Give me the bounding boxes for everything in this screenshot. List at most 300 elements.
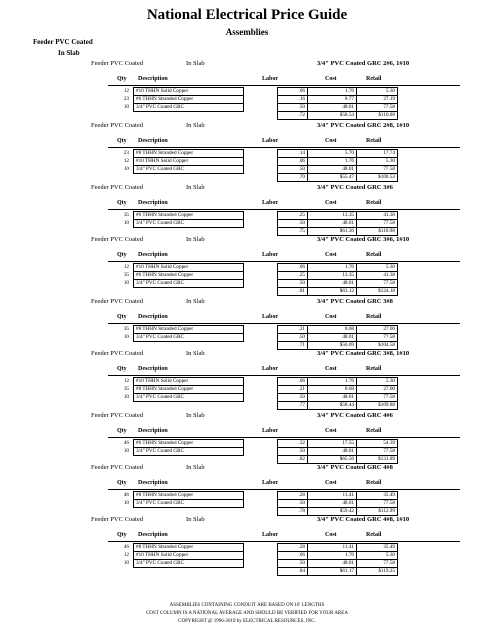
total-spacer bbox=[244, 342, 278, 350]
table-row bbox=[108, 560, 398, 568]
row-cost: 13.35 bbox=[308, 272, 357, 280]
row-cost: 8.77 bbox=[308, 96, 357, 104]
row-qty: 23 bbox=[123, 150, 129, 156]
col-qty: Qty bbox=[117, 366, 127, 372]
total-spacer bbox=[244, 288, 278, 296]
row-qty: 10 bbox=[123, 448, 129, 454]
row-retail: 5.30 bbox=[357, 88, 398, 96]
assembly-header bbox=[0, 122, 494, 132]
total-retail: $119.25 bbox=[357, 568, 398, 576]
row-qty: 10 bbox=[123, 394, 129, 400]
row-labor: .25 bbox=[278, 212, 308, 220]
row-qty: 35 bbox=[123, 326, 129, 332]
assembly-table bbox=[108, 325, 398, 350]
col-labor: Labor bbox=[262, 200, 279, 206]
col-retail: Retail bbox=[366, 76, 382, 82]
total-spacer bbox=[108, 288, 134, 296]
total-labor: .77 bbox=[278, 402, 308, 410]
total-retail: $124.18 bbox=[357, 288, 398, 296]
table-row bbox=[108, 264, 398, 272]
column-headers bbox=[0, 480, 494, 489]
row-labor: .06 bbox=[278, 264, 308, 272]
col-labor: Labor bbox=[262, 314, 279, 320]
row-description: 3/4" PVC Coated GRC bbox=[134, 220, 244, 228]
col-qty: Qty bbox=[117, 428, 127, 434]
assembly-table bbox=[108, 211, 398, 236]
table-row bbox=[108, 448, 398, 456]
total-row bbox=[108, 342, 398, 350]
row-labor: .50 bbox=[278, 448, 308, 456]
total-spacer bbox=[108, 508, 134, 516]
total-spacer bbox=[244, 568, 278, 576]
col-cost: Cost bbox=[325, 366, 337, 372]
col-cost: Cost bbox=[325, 252, 337, 258]
row-spacer bbox=[244, 394, 278, 402]
row-qty: 35 bbox=[123, 212, 129, 218]
row-labor: .50 bbox=[278, 104, 308, 112]
row-labor: .06 bbox=[278, 552, 308, 560]
assembly-category: Feeder PVC Coated bbox=[91, 412, 143, 419]
assembly-table bbox=[108, 87, 398, 120]
table-row bbox=[108, 500, 398, 508]
row-retail: 35.49 bbox=[357, 544, 398, 552]
row-qty: 35 bbox=[123, 386, 129, 392]
col-qty: Qty bbox=[117, 314, 127, 320]
assembly-name: 3/4" PVC Coated GRC 2#8, 1#10 bbox=[317, 122, 410, 129]
row-retail: 77.58 bbox=[357, 104, 398, 112]
assembly-table bbox=[108, 149, 398, 182]
total-spacer bbox=[108, 342, 134, 350]
row-labor: .50 bbox=[278, 500, 308, 508]
row-labor: .21 bbox=[278, 386, 308, 394]
row-description: #10 THHN Solid Copper bbox=[134, 158, 244, 166]
total-row bbox=[108, 112, 398, 120]
row-cost: 48.01 bbox=[308, 394, 357, 402]
total-spacer bbox=[134, 456, 244, 464]
row-retail: 27.00 bbox=[357, 386, 398, 394]
row-qty: 46 bbox=[123, 492, 129, 498]
assembly-name: 3/4" PVC Coated GRC 4#8, 1#10 bbox=[317, 516, 410, 523]
row-qty: 10 bbox=[123, 334, 129, 340]
col-retail: Retail bbox=[366, 252, 382, 258]
header-rule bbox=[108, 541, 460, 542]
row-cost: 48.01 bbox=[308, 500, 357, 508]
col-labor: Labor bbox=[262, 76, 279, 82]
row-spacer bbox=[244, 552, 278, 560]
row-qty: 12 bbox=[123, 552, 129, 558]
assembly-header bbox=[0, 412, 494, 422]
assembly-location: In Slab bbox=[186, 236, 205, 243]
row-labor: .06 bbox=[278, 378, 308, 386]
table-row bbox=[108, 326, 398, 334]
row-description: #8 THHN Stranded Copper bbox=[134, 544, 244, 552]
table-row bbox=[108, 334, 398, 342]
row-retail: 17.74 bbox=[357, 150, 398, 158]
assembly-header bbox=[0, 236, 494, 246]
row-retail: 54.39 bbox=[357, 440, 398, 448]
total-cost: $61.36 bbox=[308, 228, 357, 236]
assembly-table bbox=[108, 377, 398, 410]
table-row bbox=[108, 440, 398, 448]
row-spacer bbox=[244, 448, 278, 456]
assembly-name: 3/4" PVC Coated GRC 3#8 bbox=[317, 298, 393, 305]
row-cost: 48.01 bbox=[308, 334, 357, 342]
row-retail: 27.19 bbox=[357, 96, 398, 104]
total-retail: $109.88 bbox=[357, 402, 398, 410]
total-cost: $65.56 bbox=[308, 456, 357, 464]
row-description: #8 THHN Stranded Copper bbox=[134, 150, 244, 158]
total-spacer bbox=[108, 402, 134, 410]
row-description: 3/4" PVC Coated GRC bbox=[134, 334, 244, 342]
row-spacer bbox=[244, 544, 278, 552]
row-retail: 5.30 bbox=[357, 378, 398, 386]
table-row bbox=[108, 166, 398, 174]
total-labor: .81 bbox=[278, 288, 308, 296]
table-row bbox=[108, 544, 398, 552]
assembly-category: Feeder PVC Coated bbox=[91, 516, 143, 523]
assembly-location: In Slab bbox=[186, 184, 205, 191]
row-retail: 5.30 bbox=[357, 552, 398, 560]
table-row bbox=[108, 280, 398, 288]
row-cost: 8.68 bbox=[308, 386, 357, 394]
table-row bbox=[108, 552, 398, 560]
row-description: #10 THHN Solid Copper bbox=[134, 264, 244, 272]
row-cost: 1.76 bbox=[308, 158, 357, 166]
assembly-location: In Slab bbox=[186, 516, 205, 523]
col-labor: Labor bbox=[262, 252, 279, 258]
row-qty: 10 bbox=[123, 104, 129, 110]
assembly-category: Feeder PVC Coated bbox=[91, 122, 143, 129]
header-rule bbox=[108, 323, 460, 324]
total-spacer bbox=[108, 112, 134, 120]
total-spacer bbox=[244, 174, 278, 182]
row-cost: 13.35 bbox=[308, 212, 357, 220]
total-spacer bbox=[108, 456, 134, 464]
total-spacer bbox=[244, 508, 278, 516]
row-spacer bbox=[244, 166, 278, 174]
row-cost: 11.41 bbox=[308, 492, 357, 500]
row-labor: .50 bbox=[278, 394, 308, 402]
row-cost: 1.76 bbox=[308, 552, 357, 560]
col-qty: Qty bbox=[117, 480, 127, 486]
col-labor: Labor bbox=[262, 138, 279, 144]
col-retail: Retail bbox=[366, 532, 382, 538]
row-labor: .50 bbox=[278, 334, 308, 342]
total-row bbox=[108, 568, 398, 576]
column-headers bbox=[0, 200, 494, 209]
column-headers bbox=[0, 428, 494, 437]
row-labor: .50 bbox=[278, 166, 308, 174]
col-labor: Labor bbox=[262, 480, 279, 486]
row-qty: 46 bbox=[123, 544, 129, 550]
table-row bbox=[108, 104, 398, 112]
row-description: 3/4" PVC Coated GRC bbox=[134, 448, 244, 456]
assembly-location: In Slab bbox=[186, 122, 205, 129]
row-description: 3/4" PVC Coated GRC bbox=[134, 500, 244, 508]
row-description: #10 THHN Solid Copper bbox=[134, 88, 244, 96]
assembly-header bbox=[0, 350, 494, 360]
assembly-header bbox=[0, 60, 494, 70]
total-labor: .78 bbox=[278, 508, 308, 516]
assembly-header bbox=[0, 464, 494, 474]
assembly-name: 3/4" PVC Coated GRC 2#6, 1#10 bbox=[317, 60, 410, 67]
header-rule bbox=[108, 147, 460, 148]
row-spacer bbox=[244, 220, 278, 228]
assembly-header bbox=[0, 298, 494, 308]
row-description: #6 THHN Stranded Copper bbox=[134, 440, 244, 448]
row-description: #6 THHN Stranded Copper bbox=[134, 212, 244, 220]
row-labor: .50 bbox=[278, 280, 308, 288]
total-spacer bbox=[134, 174, 244, 182]
row-qty: 10 bbox=[123, 220, 129, 226]
column-headers bbox=[0, 252, 494, 261]
total-retail: $131.89 bbox=[357, 456, 398, 464]
table-row bbox=[108, 492, 398, 500]
assembly-name: 3/4" PVC Coated GRC 3#8, 1#10 bbox=[317, 350, 410, 357]
header-rule bbox=[108, 85, 460, 86]
row-cost: 48.01 bbox=[308, 220, 357, 228]
table-row bbox=[108, 96, 398, 104]
row-retail: 77.58 bbox=[357, 560, 398, 568]
col-labor: Labor bbox=[262, 532, 279, 538]
row-retail: 27.00 bbox=[357, 326, 398, 334]
row-spacer bbox=[244, 212, 278, 220]
row-labor: .14 bbox=[278, 150, 308, 158]
assembly-location: In Slab bbox=[186, 412, 205, 419]
row-description: #10 THHN Solid Copper bbox=[134, 552, 244, 560]
total-cost: $58.54 bbox=[308, 112, 357, 120]
col-description: Description bbox=[138, 480, 168, 486]
total-spacer bbox=[244, 402, 278, 410]
row-spacer bbox=[244, 440, 278, 448]
table-row bbox=[108, 88, 398, 96]
page-title: National Electrical Price Guide bbox=[146, 7, 348, 23]
row-description: #8 THHN Stranded Copper bbox=[134, 386, 244, 394]
row-description: #6 THHN Stranded Copper bbox=[134, 272, 244, 280]
total-labor: .75 bbox=[278, 228, 308, 236]
col-retail: Retail bbox=[366, 138, 382, 144]
row-qty: 12 bbox=[123, 158, 129, 164]
total-spacer bbox=[134, 568, 244, 576]
col-description: Description bbox=[138, 428, 168, 434]
column-headers bbox=[0, 532, 494, 541]
row-cost: 5.70 bbox=[308, 150, 357, 158]
assembly-location: In Slab bbox=[186, 464, 205, 471]
footer-copyright: COPYRIGHT @ 1996-2019 by ELECTRICAL RESOURCES, INC. bbox=[178, 619, 316, 624]
col-retail: Retail bbox=[366, 200, 382, 206]
subsection-heading: In Slab bbox=[58, 49, 80, 57]
row-spacer bbox=[244, 96, 278, 104]
assembly-location: In Slab bbox=[186, 60, 205, 67]
footer-note-cost: COST COLUMN IS A NATIONAL AVERAGE AND SHOULD BE VERIFIED FOR YOUR AREA bbox=[146, 611, 348, 616]
row-cost: 11.41 bbox=[308, 544, 357, 552]
total-labor: .71 bbox=[278, 342, 308, 350]
table-row bbox=[108, 220, 398, 228]
row-cost: 17.55 bbox=[308, 440, 357, 448]
row-cost: 48.01 bbox=[308, 104, 357, 112]
assembly-table bbox=[108, 263, 398, 296]
row-qty: 46 bbox=[123, 440, 129, 446]
assembly-table bbox=[108, 439, 398, 464]
column-headers bbox=[0, 366, 494, 375]
total-cost: $59.42 bbox=[308, 508, 357, 516]
col-description: Description bbox=[138, 76, 168, 82]
row-labor: .16 bbox=[278, 96, 308, 104]
row-retail: 77.58 bbox=[357, 448, 398, 456]
col-description: Description bbox=[138, 532, 168, 538]
total-spacer bbox=[134, 342, 244, 350]
row-labor: .06 bbox=[278, 88, 308, 96]
col-labor: Labor bbox=[262, 428, 279, 434]
row-qty: 12 bbox=[123, 88, 129, 94]
total-spacer bbox=[134, 508, 244, 516]
col-qty: Qty bbox=[117, 138, 127, 144]
col-qty: Qty bbox=[117, 532, 127, 538]
row-retail: 77.58 bbox=[357, 220, 398, 228]
row-retail: 5.30 bbox=[357, 158, 398, 166]
assembly-name: 3/4" PVC Coated GRC 3#6 bbox=[317, 184, 393, 191]
col-cost: Cost bbox=[325, 200, 337, 206]
col-qty: Qty bbox=[117, 252, 127, 258]
column-headers bbox=[0, 76, 494, 85]
table-row bbox=[108, 386, 398, 394]
row-retail: 77.58 bbox=[357, 394, 398, 402]
total-spacer bbox=[108, 568, 134, 576]
total-labor: .82 bbox=[278, 456, 308, 464]
row-description: #8 THHN Stranded Copper bbox=[134, 326, 244, 334]
row-labor: .50 bbox=[278, 560, 308, 568]
assembly-category: Feeder PVC Coated bbox=[91, 464, 143, 471]
row-spacer bbox=[244, 150, 278, 158]
row-spacer bbox=[244, 158, 278, 166]
column-headers bbox=[0, 138, 494, 147]
assembly-location: In Slab bbox=[186, 350, 205, 357]
table-row bbox=[108, 158, 398, 166]
row-retail: 35.49 bbox=[357, 492, 398, 500]
assembly-table bbox=[108, 543, 398, 576]
row-qty: 35 bbox=[123, 272, 129, 278]
assembly-category: Feeder PVC Coated bbox=[91, 184, 143, 191]
col-description: Description bbox=[138, 314, 168, 320]
total-row bbox=[108, 402, 398, 410]
assembly-table bbox=[108, 491, 398, 516]
row-retail: 77.58 bbox=[357, 334, 398, 342]
row-retail: 41.38 bbox=[357, 212, 398, 220]
header-rule bbox=[108, 261, 460, 262]
row-spacer bbox=[244, 264, 278, 272]
header-rule bbox=[108, 209, 460, 210]
row-description: 3/4" PVC Coated GRC bbox=[134, 394, 244, 402]
assembly-location: In Slab bbox=[186, 298, 205, 305]
total-cost: $55.47 bbox=[308, 174, 357, 182]
row-cost: 48.01 bbox=[308, 166, 357, 174]
col-retail: Retail bbox=[366, 428, 382, 434]
row-labor: .06 bbox=[278, 158, 308, 166]
col-cost: Cost bbox=[325, 428, 337, 434]
total-row bbox=[108, 288, 398, 296]
total-spacer bbox=[134, 402, 244, 410]
row-qty: 10 bbox=[123, 500, 129, 506]
col-retail: Retail bbox=[366, 366, 382, 372]
table-row bbox=[108, 150, 398, 158]
total-row bbox=[108, 456, 398, 464]
row-cost: 48.01 bbox=[308, 280, 357, 288]
row-description: #10 THHN Solid Copper bbox=[134, 378, 244, 386]
total-retail: $112.99 bbox=[357, 508, 398, 516]
row-spacer bbox=[244, 386, 278, 394]
row-spacer bbox=[244, 88, 278, 96]
section-heading: Feeder PVC Coated bbox=[33, 38, 93, 46]
row-description: #8 THHN Stranded Copper bbox=[134, 492, 244, 500]
col-description: Description bbox=[138, 366, 168, 372]
assembly-name: 3/4" PVC Coated GRC 3#6, 1#10 bbox=[317, 236, 410, 243]
col-cost: Cost bbox=[325, 138, 337, 144]
total-spacer bbox=[134, 228, 244, 236]
total-row bbox=[108, 508, 398, 516]
row-retail: 77.58 bbox=[357, 166, 398, 174]
row-qty: 10 bbox=[123, 166, 129, 172]
total-spacer bbox=[134, 112, 244, 120]
row-retail: 77.58 bbox=[357, 500, 398, 508]
col-description: Description bbox=[138, 138, 168, 144]
col-qty: Qty bbox=[117, 76, 127, 82]
row-description: 3/4" PVC Coated GRC bbox=[134, 560, 244, 568]
total-retail: $100.53 bbox=[357, 174, 398, 182]
total-retail: $118.98 bbox=[357, 228, 398, 236]
col-qty: Qty bbox=[117, 200, 127, 206]
col-description: Description bbox=[138, 200, 168, 206]
row-labor: .25 bbox=[278, 272, 308, 280]
total-row bbox=[108, 228, 398, 236]
total-spacer bbox=[108, 228, 134, 236]
total-cost: $63.12 bbox=[308, 288, 357, 296]
footer-note-lengths: ASSEMBLIES CONTAINING CONDUIT ARE BASED ON 10' LENGTHS bbox=[169, 603, 325, 608]
page-subtitle: Assemblies bbox=[225, 27, 269, 37]
total-spacer bbox=[244, 228, 278, 236]
row-labor: .32 bbox=[278, 440, 308, 448]
row-qty: 10 bbox=[123, 560, 129, 566]
header-rule bbox=[108, 375, 460, 376]
row-cost: 1.76 bbox=[308, 378, 357, 386]
row-labor: .50 bbox=[278, 220, 308, 228]
row-cost: 48.01 bbox=[308, 448, 357, 456]
total-spacer bbox=[244, 456, 278, 464]
table-row bbox=[108, 272, 398, 280]
row-spacer bbox=[244, 272, 278, 280]
total-retail: $104.58 bbox=[357, 342, 398, 350]
table-row bbox=[108, 378, 398, 386]
row-retail: 41.38 bbox=[357, 272, 398, 280]
row-retail: 77.58 bbox=[357, 280, 398, 288]
row-cost: 1.76 bbox=[308, 264, 357, 272]
row-labor: .21 bbox=[278, 326, 308, 334]
row-cost: 1.76 bbox=[308, 88, 357, 96]
col-retail: Retail bbox=[366, 314, 382, 320]
row-spacer bbox=[244, 500, 278, 508]
col-retail: Retail bbox=[366, 480, 382, 486]
assembly-header bbox=[0, 516, 494, 526]
col-cost: Cost bbox=[325, 76, 337, 82]
row-labor: .28 bbox=[278, 492, 308, 500]
row-spacer bbox=[244, 280, 278, 288]
total-cost: $61.17 bbox=[308, 568, 357, 576]
row-labor: .28 bbox=[278, 544, 308, 552]
table-row bbox=[108, 212, 398, 220]
header-rule bbox=[108, 437, 460, 438]
col-description: Description bbox=[138, 252, 168, 258]
row-spacer bbox=[244, 326, 278, 334]
row-spacer bbox=[244, 492, 278, 500]
